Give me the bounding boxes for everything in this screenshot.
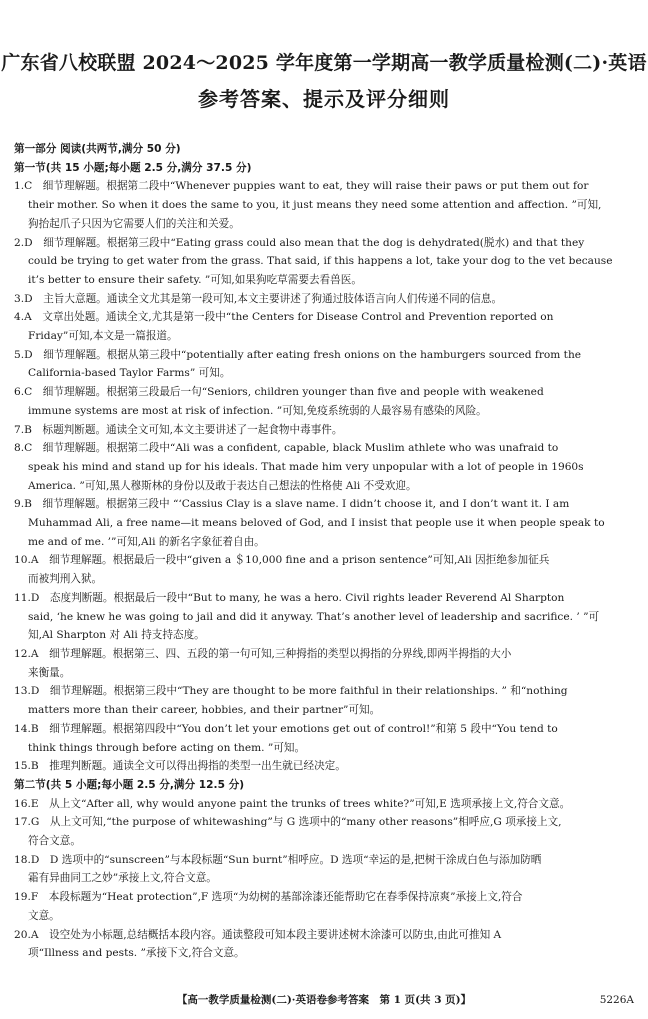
answer-list-section-1 [14, 177, 636, 776]
answer-line: 6.C 细节理解题。根据第三段最后一句“Seniors, children younger than five and people with weakened [14, 386, 544, 399]
section-2-heading: 第二节(共 5 小题;每小题 2.5 分,满分 12.5 分) [14, 778, 245, 791]
answer-line: 8.C 细节理解题。根据第二段中“Ali was a confident, capable, black Muslim athlete who was unafraid to [14, 442, 559, 455]
answer-continuation-line: could be trying to get water from the grass. That said, if this happens a lot, take your dog to the vet because [28, 255, 613, 268]
answer-line: 1.C 细节理解题。根据第二段中“Whenever puppies want to eat, they will raise their paws or put them out for [14, 180, 589, 193]
answer-item [14, 795, 636, 814]
page-title: 广东省八校联盟 2024～2025 学年度第一学期高一教学质量检测(二)·英语 [1, 52, 647, 74]
answer-item [14, 851, 636, 888]
answer-item [14, 813, 636, 850]
answer-continuation-line: their mother. So when it does the same to you, it just means they need some attention and affection. ”可知, [28, 199, 602, 212]
section-1-heading: 第一节(共 15 小题;每小题 2.5 分,满分 37.5 分) [14, 161, 252, 174]
answer-item [14, 177, 636, 233]
page-subtitle: 参考答案、提示及评分细则 [198, 87, 450, 111]
answer-line: 4.A 文章出处题。通读全文,尤其是第一段中“the Centers for Disease Control and Prevention reported on [14, 311, 554, 324]
answer-line: 14.B 细节理解题。根据第四段中“You don’t let your emotions get out of control!”和第 5 段中“You tend to [14, 722, 558, 735]
footer-page-info: 【高一教学质量检测(二)·英语卷参考答案 第 1 页(共 3 页)】 [176, 994, 472, 1006]
answer-item [14, 495, 636, 551]
answer-item [14, 926, 636, 963]
answer-item [14, 383, 636, 420]
answer-item [14, 589, 636, 645]
answer-continuation-line: 符合文意。 [28, 835, 81, 848]
answer-continuation-line: California-based Taylor Farms” 可知。 [28, 367, 231, 380]
answer-continuation-line: 文意。 [28, 909, 60, 922]
answer-line: 20.A 设空处为小标题,总结概括本段内容。通读整段可知本段主要讲述树木涂漆可以防虫,由此可推知 A [14, 928, 502, 941]
answer-continuation-line: America. ”可知,黑人穆斯林的身份以及敢于表达自己想法的性格使 Ali 不受欢迎。 [28, 479, 417, 492]
answer-continuation-line: matters more than their career, hobbies, and their partner”可知。 [28, 704, 381, 717]
answer-continuation-line: 知,Al Sharpton 对 Ali 持支持态度。 [28, 629, 205, 642]
answer-continuation-line: it’s better to ensure their safety. ”可知,如果狗吃草需要去看兽医。 [28, 273, 362, 286]
answer-line: 5.D 细节理解题。根据从第三段中“potentially after eating fresh onions on the hamburgers sourced from the [14, 348, 582, 361]
answer-item [14, 346, 636, 383]
answer-item [14, 308, 636, 345]
answer-item [14, 720, 636, 757]
answer-item [14, 551, 636, 588]
footer-code: 5226A [599, 994, 634, 1006]
answer-body [14, 140, 636, 963]
answer-item [14, 888, 636, 925]
answer-line: 7.B 标题判断题。通读全文可知,本文主要讲述了一起食物中毒事件。 [14, 423, 343, 436]
answer-continuation-line: Friday”可知,本文是一篇报道。 [28, 330, 178, 343]
answer-line: 12.A 细节理解题。根据第三、四、五段的第一句可知,三种拇指的类型以拇指的分界线,即两半拇指的大小 [14, 647, 512, 660]
part-heading: 第一部分 阅读(共两节,满分 50 分) [14, 143, 181, 155]
answer-continuation-line: me and of me. ’”可知,Ali 的新名字象征着自由。 [28, 535, 265, 548]
answer-item [14, 234, 636, 290]
answer-line: 15.B 推理判断题。通读全文可以得出拇指的类型一出生就已经决定。 [14, 760, 346, 773]
answer-continuation-line: 而被判刑入狱。 [28, 573, 103, 586]
answer-continuation-line: said, ‘he knew he was going to jail and did it anyway. That’s another level of leadership and sacrifice. ’ ”可 [28, 610, 600, 623]
answer-line: 2.D 细节理解题。根据第三段中“Eating grass could also mean that the dog is dehydrated(脱水) and that they [14, 236, 585, 249]
answer-continuation-line: Muhammad Ali, a free name—it means beloved of God, and I insist that people use it when people speak to [28, 517, 605, 530]
answer-line: 9.B 细节理解题。根据第三段中 “‘Cassius Clay is a slave name. I didn’t choose it, and I don’t want it. I am [14, 498, 570, 511]
answer-line: 16.E 从上文“After all, why would anyone paint the trunks of trees white?”可知,E 选项承接上文,符合文意。 [14, 797, 571, 810]
answer-line: 19.F 本段标题为“Heat protection”,F 选项“为幼树的基部涂漆还能帮助它在春季保持凉爽”承接上文,符合 [14, 891, 523, 904]
answer-item [14, 290, 636, 309]
answer-item [14, 757, 636, 776]
answer-continuation-line: speak his mind and stand up for his ideals. That made him very unpopular with a lot of people in 1960s [28, 460, 584, 473]
answer-continuation-line: 霜有异曲同工之妙”承接上文,符合文意。 [28, 872, 217, 885]
answer-line: 17.G 从上文可知,“the purpose of whitewashing”与 G 选项中的“many other reasons”相呼应,G 项承接上文, [14, 816, 562, 829]
answer-line: 10.A 细节理解题。根据最后一段中“given a ＄10,000 fine and a prison sentence”可知,Ali 因拒绝参加征兵 [14, 554, 550, 567]
answer-line: 3.D 主旨大意题。通读全文尤其是第一段可知,本文主要讲述了狗通过肢体语言向人们传递不同的信息。 [14, 292, 503, 305]
answer-line: 13.D 细节理解题。根据第三段中“They are thought to be more faithful in their relationships. ” 和“nothing [14, 685, 568, 698]
answer-list-section-2 [14, 795, 636, 963]
answer-continuation-line: 项“Illness and pests. ”承接下文,符合文意。 [28, 947, 245, 960]
answer-continuation-line: think things through before acting on them. ”可知。 [28, 741, 306, 754]
answer-item [14, 439, 636, 495]
answer-continuation-line: 狗抬起爪子只因为它需要人们的关注和关爱。 [28, 217, 240, 230]
answer-item [14, 645, 636, 682]
answer-item [14, 682, 636, 719]
page-footer [0, 991, 648, 1009]
answer-continuation-line: immune systems are most at risk of infection. ”可知,免疫系统弱的人最容易有感染的风险。 [28, 404, 487, 417]
answer-item [14, 421, 636, 440]
answer-line: 18.D D 选项中的“sunscreen”与本段标题“Sun burnt”相呼应。D 选项“幸运的是,把树干涂成白色与添加防晒 [14, 853, 542, 866]
answer-continuation-line: 来衡量。 [28, 666, 71, 679]
answer-line: 11.D 态度判断题。根据最后一段中“But to many, he was a hero. Civil rights leader Reverend Al Sharpton [14, 591, 565, 604]
